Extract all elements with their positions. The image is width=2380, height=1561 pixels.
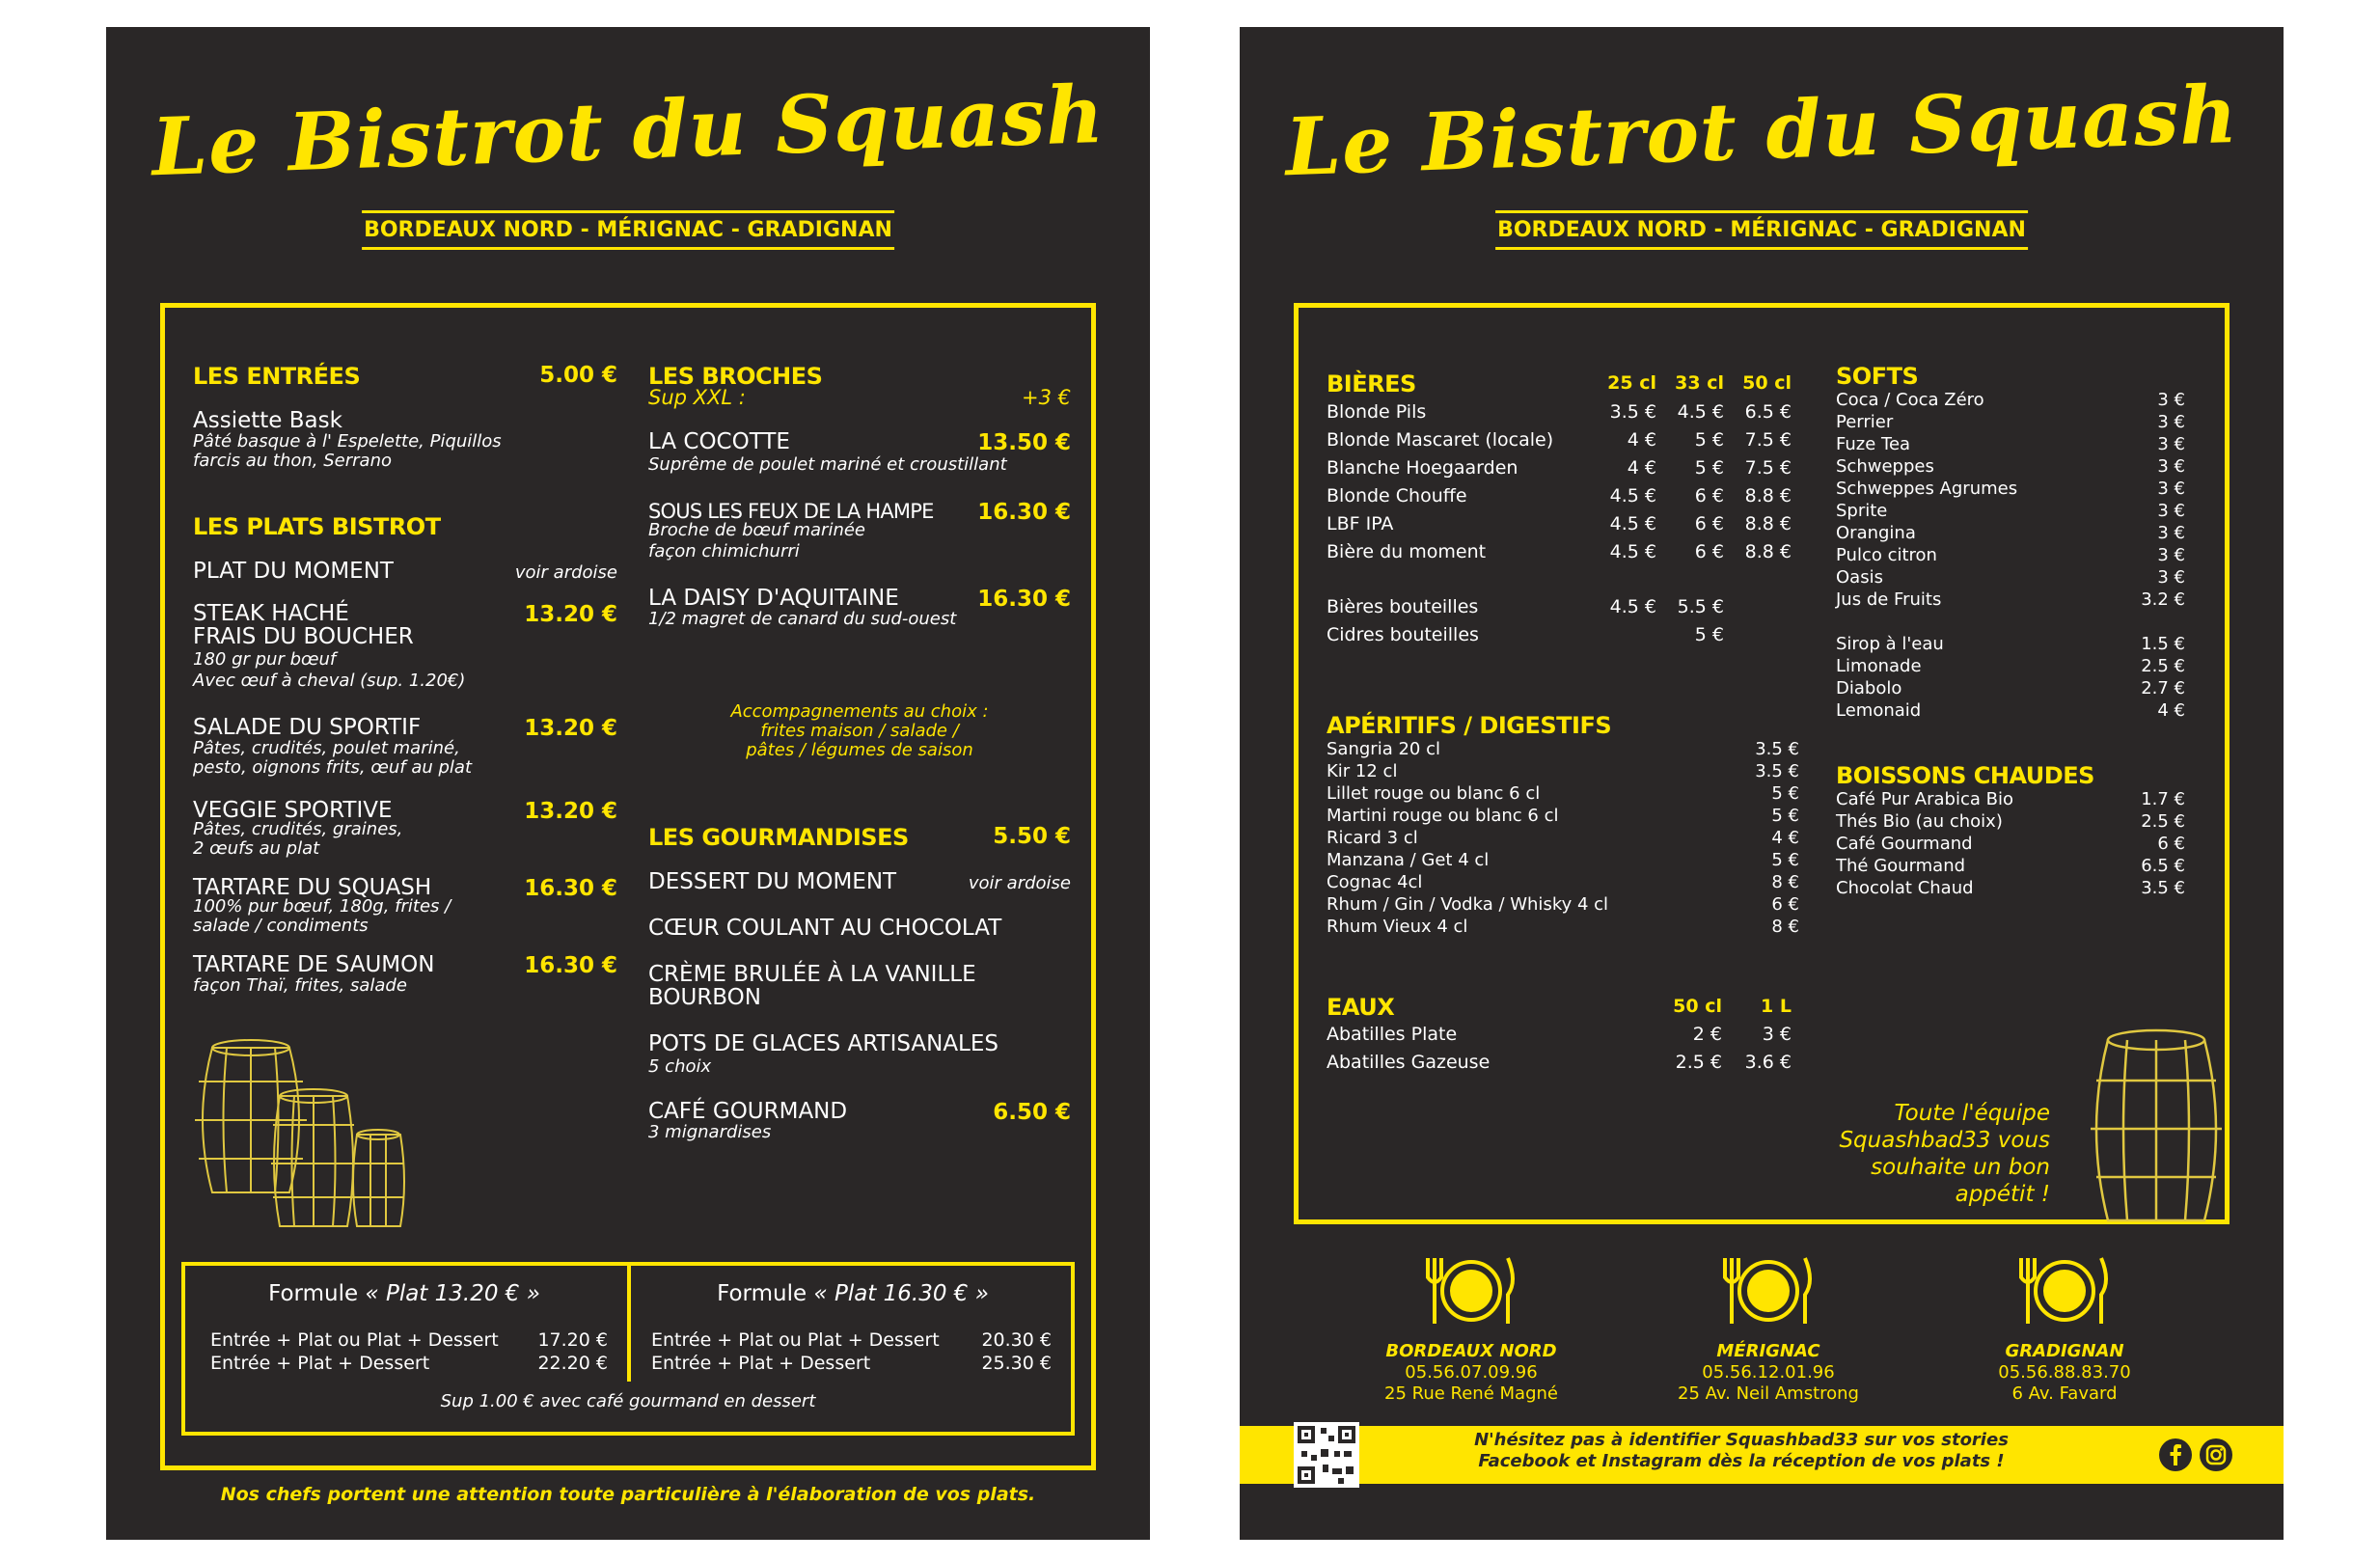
drink-price: 3 € [2157, 456, 2185, 477]
drink-price: 7.5 € [1744, 457, 1792, 479]
instagram-icon[interactable] [2199, 1438, 2233, 1472]
menu-item-name: TARTARE DE SAUMON [193, 952, 435, 977]
menu-item-price: 16.30 € [977, 587, 1071, 612]
size-header: 25 cl [1607, 372, 1656, 394]
drink-price: 4 € [2157, 700, 2185, 721]
location-phone: 05.56.88.83.70 [1998, 1362, 2131, 1383]
drink-price: 6 € [2157, 834, 2185, 854]
drink-name: Café Gourmand [1836, 834, 1973, 854]
menu-item-desc: 100% pur bœuf, 180g, frites / [193, 896, 451, 917]
formule-row-label: Entrée + Plat ou Plat + Dessert [651, 1329, 940, 1351]
drink-name: Bière du moment [1327, 541, 1487, 562]
drinks-menu-page [1240, 27, 2284, 1540]
formule-row-label: Entrée + Plat + Dessert [651, 1353, 871, 1374]
location-name: GRADIGNAN [2005, 1341, 2124, 1361]
section-title-eaux: EAUX [1327, 994, 1395, 1021]
menu-item-desc: façon Thaï, frites, salade [193, 975, 407, 996]
drink-name: Café Pur Arabica Bio [1836, 789, 2013, 809]
menu-item-desc: Pâtes, crudités, poulet mariné, [193, 738, 460, 758]
drink-name: Schweppes Agrumes [1836, 479, 2018, 499]
menu-item-desc: façon chimichurri [648, 541, 800, 561]
drink-price: 4 € [1627, 457, 1656, 479]
accompagnements-note [648, 702, 1071, 760]
section-title-entrees: LES ENTRÉES [193, 363, 361, 390]
drink-name: Blonde Pils [1327, 401, 1427, 423]
menu-item-price: 13.20 € [524, 799, 617, 824]
menu-item-desc: 5 choix [648, 1056, 712, 1077]
drink-price: 3.2 € [2141, 589, 2185, 610]
social-note-line: Facebook et Instagram dès la réception de vos plats ! [1478, 1451, 2005, 1471]
drink-name: Orangina [1836, 523, 1916, 543]
drink-name: Pulco citron [1836, 545, 1937, 565]
formule-row-label: Entrée + Plat + Dessert [210, 1353, 430, 1374]
drink-price: 3 € [2157, 523, 2185, 543]
menu-item-price: 16.30 € [524, 876, 617, 901]
gourmandises-price: 5.50 € [993, 824, 1071, 849]
greeting-line: Toute l'équipe [1894, 1101, 2050, 1126]
drink-name: Kir 12 cl [1327, 761, 1398, 781]
drink-price: 5 € [1771, 850, 1799, 870]
entrees-price: 5.00 € [539, 363, 617, 388]
section-title-bieres: BIÈRES [1327, 370, 1416, 397]
drink-price: 8 € [1771, 917, 1799, 937]
menu-item-price: 13.20 € [524, 716, 617, 741]
drink-price: 4.5 € [1609, 541, 1656, 562]
menu-item-name: DESSERT DU MOMENT [648, 869, 897, 894]
formule-row-price: 17.20 € [537, 1329, 608, 1351]
menu-item-name: CŒUR COULANT AU CHOCOLAT [648, 916, 1002, 941]
section-title-chaudes: BOISSONS CHAUDES [1836, 762, 2094, 789]
menu-item-desc: 180 gr pur bœuf [193, 649, 337, 670]
menu-item-price: 16.30 € [524, 953, 617, 978]
menu-item-desc: Pâtes, crudités, graines, [193, 819, 403, 839]
drink-price: 4 € [1627, 429, 1656, 451]
menu-item-name: FRAIS DU BOUCHER [193, 624, 414, 649]
locations-banner: BORDEAUX NORD - MÉRIGNAC - GRADIGNAN [1495, 210, 2028, 250]
drink-name: LBF IPA [1327, 513, 1394, 534]
drink-price: 7.5 € [1744, 429, 1792, 451]
barrel-icon [2079, 1023, 2233, 1235]
drink-name: Cognac 4cl [1327, 872, 1423, 892]
drink-price: 3.5 € [2141, 878, 2185, 898]
menu-item-desc: 1/2 magret de canard du sud-ouest [648, 609, 957, 629]
drink-name: Manzana / Get 4 cl [1327, 850, 1490, 870]
menu-item-name: PLAT DU MOMENT [193, 559, 394, 584]
drink-price: 2.5 € [1675, 1052, 1722, 1073]
location-block [1336, 1341, 1606, 1405]
accompagnements-line: Accompagnements au choix : [730, 701, 989, 722]
drink-price: 5 € [1694, 457, 1724, 479]
drink-price: 3 € [2157, 412, 2185, 432]
drink-name: Bières bouteilles [1327, 596, 1479, 617]
location-address: 25 Rue René Magné [1384, 1383, 1558, 1404]
drink-name: Limonade [1836, 656, 1922, 676]
drink-name: Martini rouge ou blanc 6 cl [1327, 806, 1559, 826]
drink-name: Ricard 3 cl [1327, 828, 1418, 848]
menu-item-desc: Broche de bœuf marinée [648, 520, 865, 540]
drink-price: 3.5 € [1755, 739, 1799, 759]
menu-item-desc: Pâté basque à l' Espelette, Piquillos [193, 431, 502, 452]
location-phone: 05.56.07.09.96 [1405, 1362, 1538, 1383]
menu-item-name: POTS DE GLACES ARTISANALES [648, 1031, 999, 1056]
drink-price: 8.8 € [1744, 513, 1792, 534]
formule-title [631, 1281, 1075, 1306]
drink-name: Thés Bio (au choix) [1836, 811, 2003, 832]
qr-code-icon[interactable] [1294, 1422, 1359, 1488]
greeting-note [1780, 1100, 2050, 1208]
menu-item-name: LA DAISY D'AQUITAINE [648, 586, 899, 611]
drink-price: 3.6 € [1744, 1052, 1792, 1073]
accompagnements-line: frites maison / salade / [760, 721, 959, 741]
drink-name: Thé Gourmand [1836, 856, 1966, 876]
size-header: 33 cl [1675, 372, 1724, 394]
drink-price: 6 € [1771, 894, 1799, 915]
drink-name: Rhum Vieux 4 cl [1327, 917, 1468, 937]
greeting-line: souhaite un bon [1871, 1155, 2050, 1180]
section-title-gourmandises: LES GOURMANDISES [648, 824, 909, 851]
drink-name: Coca / Coca Zéro [1836, 390, 1984, 410]
menu-item-name: SALADE DU SPORTIF [193, 715, 422, 740]
drink-name: Blonde Mascaret (locale) [1327, 429, 1554, 451]
plate-cutlery-icon [2016, 1252, 2113, 1329]
menu-item-name: CAFÉ GOURMAND [648, 1099, 848, 1124]
facebook-icon[interactable] [2158, 1438, 2193, 1472]
drink-name: Blonde Chouffe [1327, 485, 1467, 507]
drink-price: 4.5 € [1609, 485, 1656, 507]
drink-price: 3 € [1762, 1024, 1792, 1045]
barrel-icon [183, 1028, 473, 1241]
drink-price: 3.5 € [1755, 761, 1799, 781]
broches-sup-label: Sup XXL : [648, 386, 746, 409]
drink-name: Sirop à l'eau [1836, 634, 1944, 654]
drink-price: 6 € [1694, 485, 1724, 507]
drink-price: 3.5 € [1609, 401, 1656, 423]
formule-highlight: « Plat 16.30 € » [813, 1281, 989, 1306]
locations-banner: BORDEAUX NORD - MÉRIGNAC - GRADIGNAN [362, 210, 894, 250]
drink-price: 4.5 € [1609, 513, 1656, 534]
drink-price: 5 € [1694, 429, 1724, 451]
drink-price: 3 € [2157, 545, 2185, 565]
location-address: 25 Av. Neil Amstrong [1678, 1383, 1859, 1404]
drink-name: Chocolat Chaud [1836, 878, 1974, 898]
drink-name: Lillet rouge ou blanc 6 cl [1327, 783, 1541, 804]
menu-item-name: VEGGIE SPORTIVE [193, 798, 393, 823]
drink-name: Jus de Fruits [1836, 589, 1942, 610]
drink-price: 2.5 € [2141, 811, 2185, 832]
formule-note: Sup 1.00 € avec café gourmand en dessert [440, 1391, 816, 1411]
menu-item-price: 6.50 € [993, 1100, 1071, 1125]
location-address: 6 Av. Favard [2011, 1383, 2118, 1404]
section-title-aperitifs: APÉRITIFS / DIGESTIFS [1327, 712, 1612, 739]
logo: Le Bistrot du Squash [1283, 68, 2240, 195]
formule-highlight: « Plat 13.20 € » [365, 1281, 540, 1306]
drink-price: 1.7 € [2141, 789, 2185, 809]
location-name: BORDEAUX NORD [1385, 1341, 1557, 1361]
drink-price: 2 € [1692, 1024, 1722, 1045]
formule-prefix: Formule [268, 1281, 366, 1306]
location-name: MÉRIGNAC [1716, 1341, 1820, 1361]
size-header: 50 cl [1742, 372, 1792, 394]
drink-price: 1.5 € [2141, 634, 2185, 654]
chefs-note: Nos chefs portent une attention toute particulière à l'élaboration de vos plats. [220, 1484, 1036, 1505]
drink-name: Blanche Hoegaarden [1327, 457, 1518, 479]
plate-cutlery-icon [1720, 1252, 1817, 1329]
menu-item-name: STEAK HACHÉ [193, 601, 349, 626]
drink-price: 6 € [1694, 513, 1724, 534]
drink-price: 4.5 € [1609, 596, 1656, 617]
drink-price: 6.5 € [2141, 856, 2185, 876]
drink-name: Sangria 20 cl [1327, 739, 1440, 759]
menu-item-desc: 3 mignardises [648, 1122, 772, 1142]
drink-price: 5 € [1694, 624, 1724, 645]
menu-item-desc: pesto, oignons frits, œuf au plat [193, 757, 473, 778]
formule-row-price: 22.20 € [537, 1353, 608, 1374]
location-block [1929, 1341, 2200, 1405]
menu-item-name: LA COCOTTE [648, 429, 790, 454]
menu-item-price: 16.30 € [977, 500, 1071, 525]
location-block [1633, 1341, 1903, 1405]
broches-sup-price: +3 € [1022, 386, 1071, 409]
size-header: 50 cl [1673, 996, 1722, 1017]
drink-price: 2.5 € [2141, 656, 2185, 676]
drink-name: Lemonaid [1836, 700, 1922, 721]
greeting-line: Squashbad33 vous [1839, 1128, 2050, 1153]
menu-item-desc: Suprême de poulet mariné et croustillant [648, 454, 1007, 475]
logo: Le Bistrot du Squash [150, 68, 1107, 195]
menu-item-desc: 2 œufs au plat [193, 838, 320, 859]
drink-price: 8.8 € [1744, 541, 1792, 562]
drink-price: 6 € [1694, 541, 1724, 562]
drink-price: 3 € [2157, 501, 2185, 521]
menu-item-name: BOURBON [648, 985, 761, 1010]
formule-row-price: 20.30 € [981, 1329, 1052, 1351]
food-menu-page [106, 27, 1150, 1540]
drink-name: Oasis [1836, 567, 1883, 588]
formule-prefix: Formule [717, 1281, 814, 1306]
drink-price: 3 € [2157, 479, 2185, 499]
drink-price: 3 € [2157, 434, 2185, 454]
drink-price: 3 € [2157, 567, 2185, 588]
menu-item-name: Assiette Bask [193, 408, 342, 433]
menu-item-ardoise: voir ardoise [514, 562, 617, 583]
section-title-plats: LES PLATS BISTROT [193, 513, 441, 540]
menu-item-desc: Avec œuf à cheval (sup. 1.20€) [193, 671, 466, 691]
drink-price: 6.5 € [1744, 401, 1792, 423]
section-title-softs: SOFTS [1836, 363, 1919, 390]
menu-item-price: 13.50 € [977, 430, 1071, 455]
menu-item-name: CRÈME BRULÉE À LA VANILLE [648, 962, 976, 987]
menu-item-ardoise: voir ardoise [968, 873, 1071, 893]
section-title-broches: LES BROCHES [648, 363, 823, 390]
drink-price: 5 € [1771, 783, 1799, 804]
greeting-line: appétit ! [1955, 1182, 2050, 1207]
drink-price: 4 € [1771, 828, 1799, 848]
drink-price: 4.5 € [1677, 401, 1724, 423]
accompagnements-line: pâtes / légumes de saison [746, 740, 973, 760]
menu-item-desc: salade / condiments [193, 916, 369, 936]
drink-name: Cidres bouteilles [1327, 624, 1479, 645]
formule-row-label: Entrée + Plat ou Plat + Dessert [210, 1329, 499, 1351]
drink-name: Abatilles Gazeuse [1327, 1052, 1491, 1073]
drink-price: 5 € [1771, 806, 1799, 826]
drink-name: Rhum / Gin / Vodka / Whisky 4 cl [1327, 894, 1609, 915]
drink-name: Perrier [1836, 412, 1894, 432]
menu-item-desc: farcis au thon, Serrano [193, 451, 393, 471]
drink-name: Sprite [1836, 501, 1888, 521]
drink-name: Diabolo [1836, 678, 1902, 698]
location-phone: 05.56.12.01.96 [1702, 1362, 1835, 1383]
drink-name: Abatilles Plate [1327, 1024, 1458, 1045]
drink-name: Schweppes [1836, 456, 1934, 477]
formule-title [181, 1281, 627, 1306]
menu-item-price: 13.20 € [524, 602, 617, 627]
plate-cutlery-icon [1423, 1252, 1519, 1329]
size-header: 1 L [1761, 996, 1792, 1017]
drink-price: 2.7 € [2141, 678, 2185, 698]
menu-item-name: TARTARE DU SQUASH [193, 875, 432, 900]
drink-price: 5.5 € [1677, 596, 1724, 617]
drink-price: 8 € [1771, 872, 1799, 892]
menu-item-name: SOUS LES FEUX DE LA HAMPE [648, 500, 934, 523]
drink-name: Fuze Tea [1836, 434, 1911, 454]
social-note [1365, 1430, 2118, 1472]
formule-row-price: 25.30 € [981, 1353, 1052, 1374]
drink-price: 3 € [2157, 390, 2185, 410]
social-note-line: N'hésitez pas à identifier Squashbad33 sur vos stories [1474, 1430, 2009, 1450]
drink-price: 8.8 € [1744, 485, 1792, 507]
